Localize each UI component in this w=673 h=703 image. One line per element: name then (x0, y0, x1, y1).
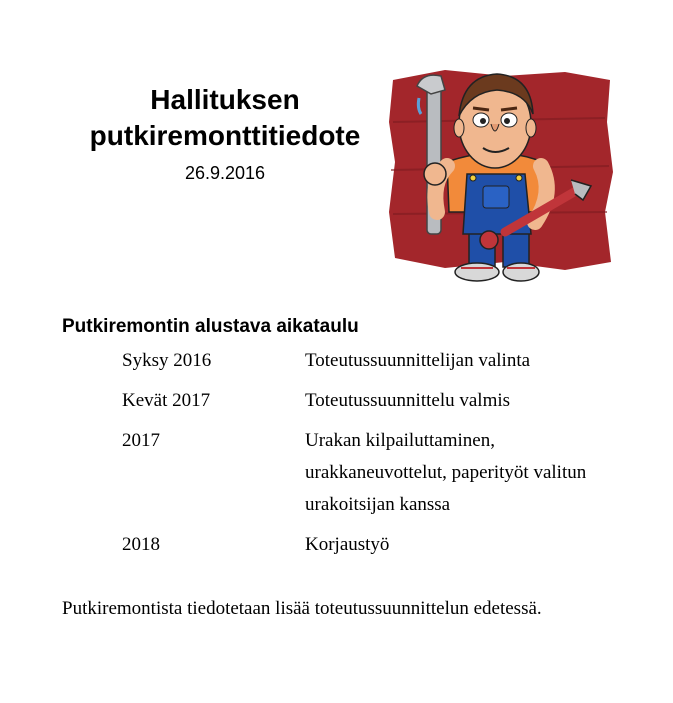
schedule-period: Kevät 2017 (122, 390, 211, 411)
schedule-row (122, 425, 595, 521)
schedule-period: Syksy 2016 (122, 350, 212, 371)
plumber-mascot-icon (385, 62, 615, 287)
schedule-row (122, 345, 595, 377)
schedule-task: Urakan kilpailuttaminen, urakkaneuvottelut, paperityöt valitun urakoitsijan kanssa (305, 430, 587, 515)
schedule-task: Korjaustyö (305, 534, 390, 555)
schedule-heading: Putkiremontin alustava aikataulu (62, 316, 359, 337)
schedule-table (122, 345, 595, 569)
bulletin-date: 26.9.2016 (184, 163, 266, 183)
schedule-period: 2017 (122, 430, 160, 451)
page-title: Hallituksen putkiremonttitiedote (89, 84, 361, 151)
schedule-row (122, 385, 595, 417)
title-block (60, 82, 390, 184)
schedule-task: Toteutussuunnittelijan valinta (305, 350, 531, 371)
footer-note: Putkiremontista tiedotetaan lisää toteutussuunnittelun edetessä. (62, 598, 542, 619)
schedule-period: 2018 (122, 534, 160, 555)
schedule-task: Toteutussuunnittelu valmis (305, 390, 511, 411)
schedule-row (122, 529, 595, 561)
